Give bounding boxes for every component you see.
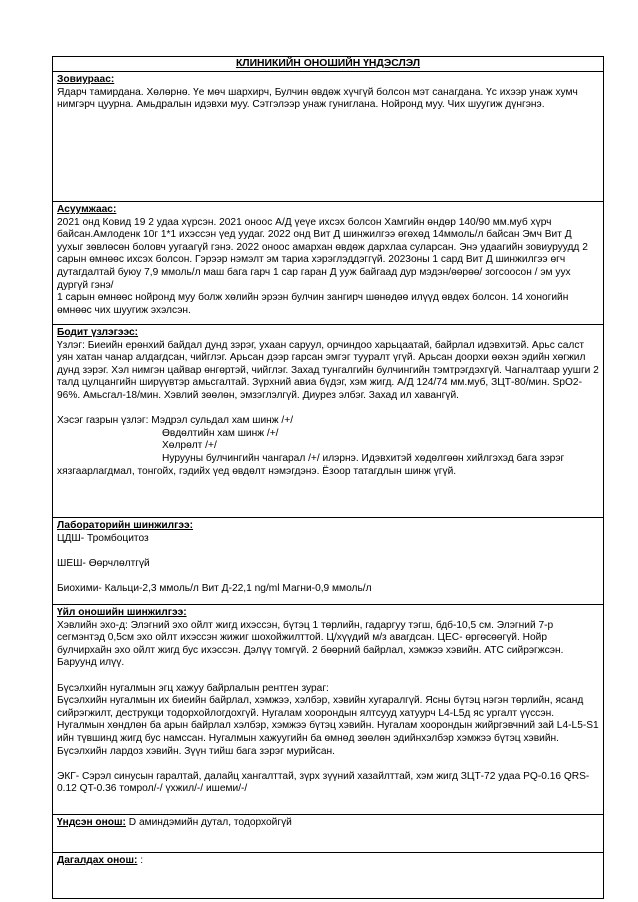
echo-text: Хэвлийн эхо-д: Элэгний эхо ойлт жигд ихэссэн, бүтэц 1 төрлийн, гадаргуу тэгш, бдб-10,5 см. Элэгний 7-р сегмэнтэд 0,5см эхо ойлт ихэссэн жижиг шохойжилттой. Ц/хүүдий м/з авагдсан. ЦЕС- өргөсөөгүй. Нойр булчирхайн эхо ойлт жигд бус ихэссэн. Дэлүү томгүй. 2 бөөрний байрлал, хэмжээ хэвийн. АТС сийрэгжсэн. Баруунд илүү. [57, 619, 564, 669]
document-title: КЛИНИКИЙН ОНОШИЙН ҮНДЭСЛЭЛ [53, 57, 603, 72]
instrumental-heading: Үйл оношийн шинжилгээ: [57, 607, 187, 618]
exam-text: Үзлэг: Биеийн ерөнхий байдал дунд зэрэг, ухаан саруул, орчиндоо харьцаатай, байрлал идэвхитэй. Арьс салст уян хатан чанар алдагдсан, чийглэг. Арьсан дээр гарсан эмгэг тууралт үгүй. Арьсан доорхи өөхэн эдийн хөгжил дунд зэрэг. Хэл нимгэн цайвар өнгөртэй, чийглэг. Захад тунгалгийн булчингийн тэмтрэгдэхгүй. Чагналтаар уушги 2 талд цулцангийн ширүүвтэр амьсгалтай. Зүрхний авиа бүдэг, хэм жигд. А/Д 124/74 мм.муб, ЗЦТ-80/мин. SpO2-96%. Амьсгал-18/мин. Хэвлий зөөлөн, эмзэглэлгүй. Диурез элбэг. Захад ил хавангүй. [57, 339, 599, 401]
exam-section [53, 325, 603, 518]
local-exam [57, 415, 599, 478]
ecg-text: ЭКГ- Сэрэл синусын гаралтай, далайц хангалттай, зүрх зүүний хазайлттай, хэм жигд ЗЦТ-72 удаа PQ-0.16 QRS-0.12 QT-0.36 томрол/-/ үхжил/-/ ишеми/-/ [57, 770, 590, 795]
complaints-text: Ядарч тамирдана. Хөлөрнө. Үе мөч шархирч, Булчин өвдөж хүчгүй болсон мэт санагдана. Үс ихээр унаж хумч нимгэрч цуурна. Амьдралын идэвхи муу. Сэтгэлээр унаж гуниглана. Нойронд муу. Чих шуугиж дүнгэнэ. [57, 86, 578, 111]
history-heading: Асуумжаас: [57, 204, 117, 215]
complaints-section [53, 72, 603, 202]
lab-biochem: Биохими- Кальци-2,3 ммоль/л Вит Д-22,1 ng/ml Магни-0,9 ммоль/л [57, 582, 372, 594]
xray-title: Бүсэлхийн нугалмын эгц хажуу байрлалын рентген зураг: [57, 682, 329, 694]
lab-heading: Лабораторийн шинжилгээ: [57, 520, 194, 531]
instrumental-section [53, 605, 603, 815]
history-text: 2021 онд Ковид 19 2 удаа хүрсэн. 2021 оноос А/Д үеүе ихсэх болсон Хамгийн өндөр 140/90 мм.муб хүрч байсан.Амлоденк 10г 1*1 ихэссэн үед уудаг. 2022 онд Вит Д шинжилгээ өгөхөд 14ммоль/л байсан Эмч Вит Д уухыг зөвлөсөн боловч уугаагүй гэнэ. 2022 оноос амархан өвдөж дархлаа суларсан. Энэ удаагийн зовиуруудд 2 сарын өмнөөс ихсэх болсон. Гэрээр нэмэлт эм тариа хэрэглэддэггүй. 2023оны 1 сард Вит Д шинжилгээ өгч дутагдалтай буюу 7,9 ммоль/л маш бага гарч 1 сар гаран Д ууж байгаад дур мэдэн/өөрөө/ зогсоосон / эм уух дургүй гэнэ/ 1 сарын өмнөөс нойронд муу болж хөлийн эрээн булчин зангирч шөнөдөө илүүд өвдөх болсон. 14 хоногийн өмнөөс чих шуугиж эхэлсэн. [57, 216, 588, 316]
lab-cbc: ЦДШ- Тромбоцитоз [57, 532, 149, 544]
history-section [53, 202, 603, 325]
comorbid-diagnosis-heading: Дагалдах онош: [57, 855, 138, 866]
complaints-heading: Зовиураас: [57, 74, 115, 85]
main-diagnosis-section [53, 815, 603, 853]
comorbid-diagnosis-text: : [137, 855, 144, 866]
local-exam-item: Мэдрэл сульдал хам шинж /+/ [151, 415, 294, 427]
local-exam-item: Нурууны булчингийн чангарал /+/ илэрнэ. Идэвхитэй хөдөлгөөн хийлгэхэд бага зэрэг [162, 452, 565, 464]
exam-heading: Бодит үзлэгээс: [57, 327, 139, 338]
main-diagnosis-text: D аминдэмийн дутал, тодорхойгүй [125, 817, 292, 828]
local-exam-tail: хязгаарлагдмал, тонгойх, гэдийх үед өвдөлт нэмэгдэнэ. Ёзоор татагдлын шинж үгүй. [57, 465, 457, 477]
xray-text: Бүсэлхийн нугалмын их биеийн байрлал, хэмжээ, хэлбэр, хэвийн хугаралгүй. Ясны бүтэц нэгэн төрлийн, ясанд сийрэгжилт, деструкци тодорхойлогдохгүй. Нугалам хоорондын ялтсууд хатуурч L4-L5д яс ургалт үүссэн. Нугалмын хөндлөн ба арын байрлал хэлбэр, хэмжээ бүтэц хэвийн. Нугалам хоорондын жийргэвчний зай L4-L5-S1 ийн түвшинд жигд бус намссан. Нугалмын хажуугийн ба өмнөд зөөлөн эдийнхэлбэр хэмжээ бүтэц хэвийн. Бүсэлхийн лардоз хэвийн. Зүүн тийш бага зэрэг мурийсан. [57, 695, 599, 757]
comorbid-diagnosis-section [53, 853, 603, 898]
main-diagnosis-heading: Үндсэн онош: [57, 817, 126, 828]
lab-section [53, 518, 603, 605]
diagnosis-document [52, 56, 604, 899]
local-exam-item: Хөлрөлт /+/ [162, 440, 217, 452]
local-exam-item: Өвдөлтийн хам шинж /+/ [162, 427, 279, 439]
local-exam-label: Хэсэг газрын үзлэг: [57, 415, 152, 427]
lab-urine: ШЕШ- Өөрчлөлтгүй [57, 557, 150, 569]
